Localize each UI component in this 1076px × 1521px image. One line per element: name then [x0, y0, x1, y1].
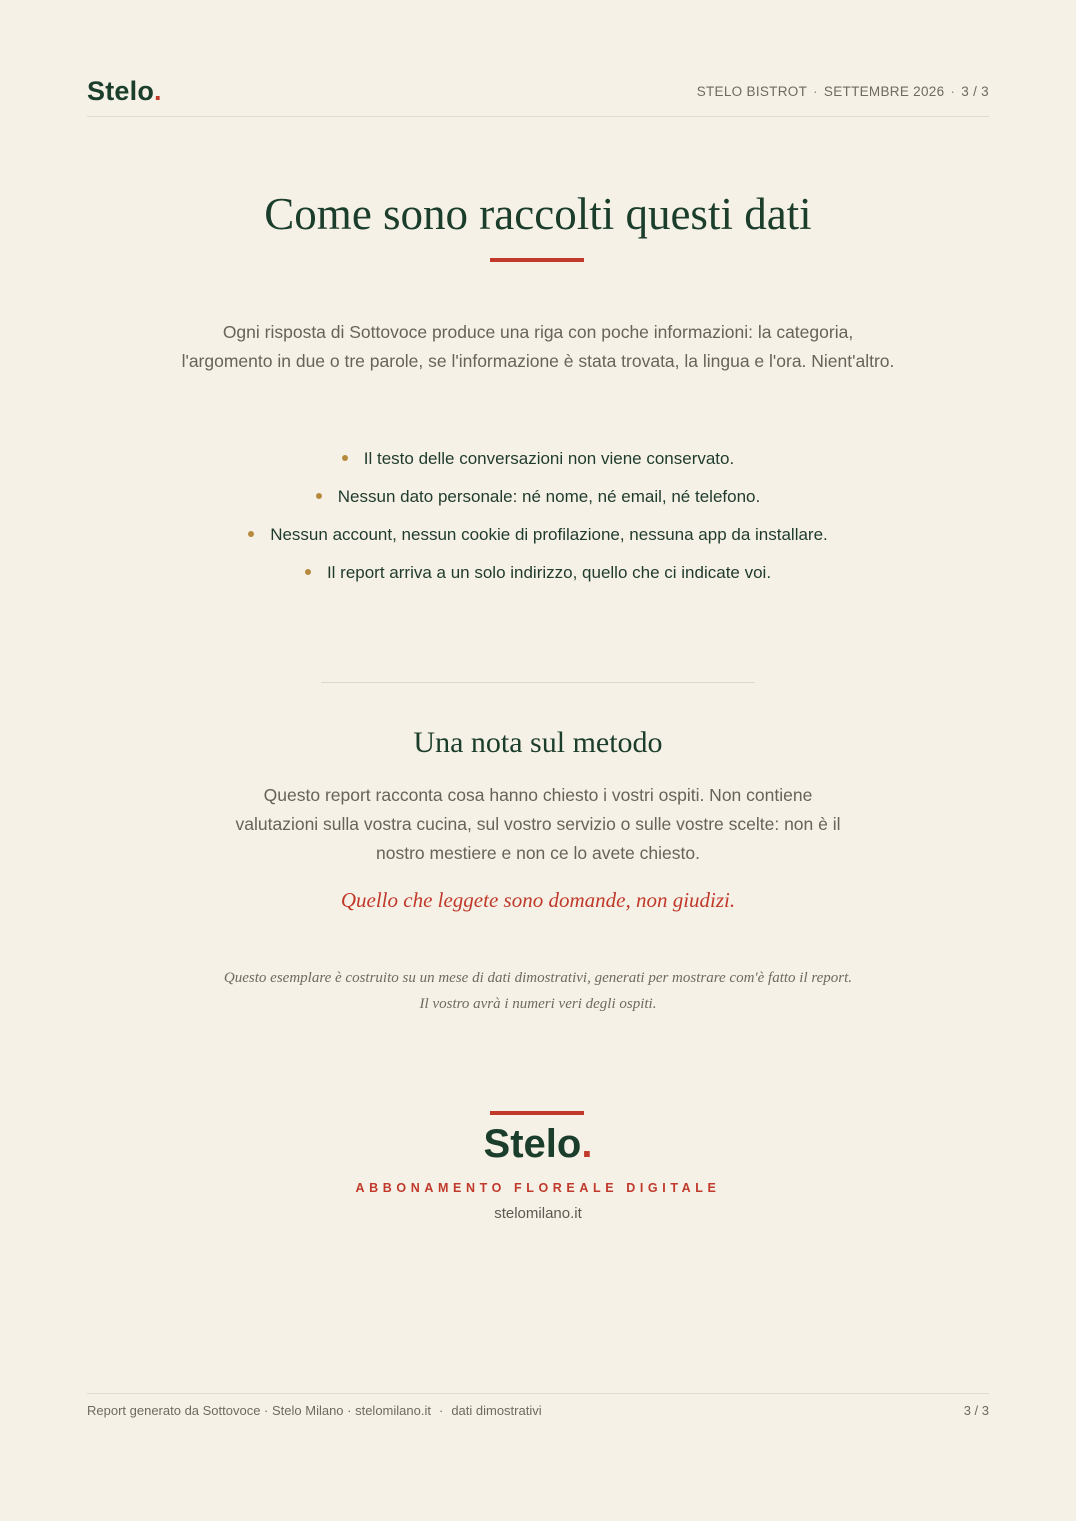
list-item-text: Nessun dato personale: né nome, né email, né telefono.: [337, 487, 761, 506]
demo-disclaimer: [150, 965, 926, 1017]
section-divider: [321, 682, 755, 683]
header-period: SETTEMBRE 2026: [823, 84, 945, 99]
title-accent-line: [490, 258, 584, 262]
list-item-text: Il testo delle conversazioni non viene conservato.: [363, 449, 735, 468]
signature-accent-line: [490, 1111, 584, 1115]
section-title: Come sono raccolti questi dati: [264, 189, 812, 239]
list-item-text: Il report arriva a un solo indirizzo, quello che ci indicate voi.: [326, 563, 772, 582]
intro-line: Ogni risposta di Sottovoce produce una riga con poche informazioni: la categoria,: [222, 322, 854, 342]
list-item: [0, 516, 1076, 554]
signature-website-link[interactable]: stelomilano.it: [494, 1205, 582, 1222]
footer-page-number: 3 / 3: [963, 1403, 989, 1418]
method-line: valutazioni sulla vostra cucina, sul vostro servizio o sulle vostre scelte: non è il: [235, 814, 841, 834]
disclaimer-line: Il vostro avrà i numeri veri degli ospiti.: [419, 996, 657, 1012]
list-item-text: Nessun account, nessun cookie di profilazione, nessuna app da installare.: [270, 525, 828, 544]
method-line: Questo report racconta cosa hanno chiesto i vostri ospiti. Non contiene: [263, 785, 813, 805]
method-line: nostro mestiere e non ce lo avete chiesto.: [376, 843, 700, 863]
footer-credits: [87, 1403, 542, 1418]
bullet-dot-icon: [342, 455, 348, 461]
header-brand-dot: .: [154, 76, 162, 106]
footer-demo-note: dati dimostrativi: [451, 1403, 542, 1418]
page-header: [87, 74, 989, 117]
header-separator: ·: [950, 84, 956, 99]
footer-separator: ·: [438, 1403, 444, 1418]
signature-tagline: ABBONAMENTO FLOREALE DIGITALE: [355, 1181, 721, 1195]
list-item: [0, 478, 1076, 516]
header-brand-name: Stelo: [87, 76, 155, 106]
list-item: [0, 554, 1076, 592]
privacy-bullet-list: [0, 440, 1076, 592]
list-item: [0, 440, 1076, 478]
header-brand-logo: [87, 76, 162, 107]
bullet-dot-icon: [305, 569, 311, 575]
intro-paragraph: [120, 318, 956, 376]
page-footer: [87, 1393, 989, 1424]
signature-brand-dot: .: [581, 1122, 593, 1166]
bullet-dot-icon: [248, 531, 254, 537]
footer-generated-by: Report generato da Sottovoce · Stelo Milano · stelomilano.it: [87, 1403, 431, 1418]
header-page-number: 3 / 3: [961, 84, 989, 99]
signature-brand-name: Stelo: [483, 1122, 582, 1166]
bullet-dot-icon: [316, 493, 322, 499]
header-client: STELO BISTROT: [696, 84, 808, 99]
method-title: Una nota sul metodo: [413, 726, 663, 759]
disclaimer-line: Questo esemplare è costruito su un mese di dati dimostrativi, generati per mostrare com'è fatto il report.: [223, 970, 853, 986]
header-meta: [697, 84, 989, 99]
header-separator: ·: [813, 84, 818, 99]
method-paragraph: [200, 781, 876, 868]
signature-brand-logo: [0, 1122, 1076, 1167]
method-quote: Quello che leggete sono domande, non giudizi.: [340, 888, 736, 912]
intro-line: l'argomento in due o tre parole, se l'informazione è stata trovata, la lingua e l'ora. Nient'altro.: [181, 351, 895, 371]
